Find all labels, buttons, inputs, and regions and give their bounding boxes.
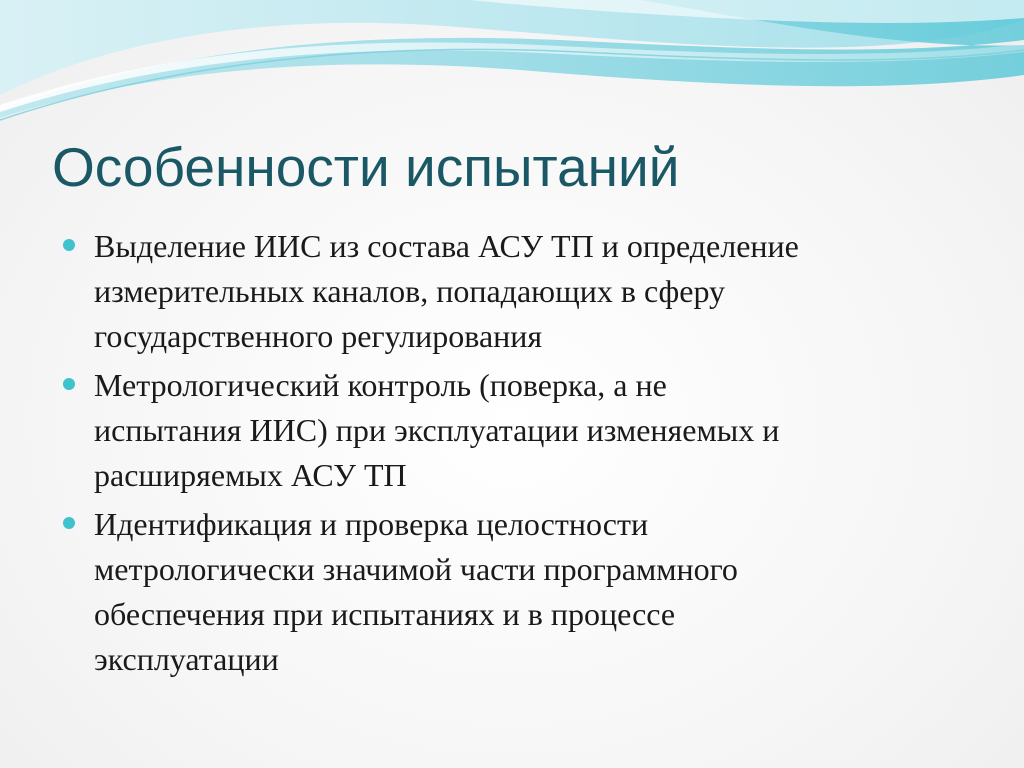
bullet-dot-icon bbox=[63, 378, 75, 390]
bullet-dot-icon bbox=[63, 517, 75, 529]
bullet-item bbox=[60, 502, 960, 682]
bullet-item bbox=[60, 224, 960, 359]
bullet-text: Метрологический контроль (поверка, а не испытания ИИС) при эксплуатации изменяемых и расширяемых АСУ ТП bbox=[94, 367, 780, 493]
bullet-item bbox=[60, 363, 960, 498]
bullet-dot-icon bbox=[63, 239, 75, 251]
bullet-text: Выделение ИИС из состава АСУ ТП и определение измерительных каналов, попадающих в сферу государственного регулирования bbox=[94, 228, 799, 354]
bullet-text: Идентификация и проверка целостности метрологически значимой части программного обеспечения при испытаниях и в процессе эксплуатации bbox=[94, 506, 738, 677]
wave-header-decoration bbox=[0, 0, 1024, 130]
slide-title: Особенности испытаний bbox=[52, 136, 680, 198]
bullet-list bbox=[60, 224, 960, 686]
